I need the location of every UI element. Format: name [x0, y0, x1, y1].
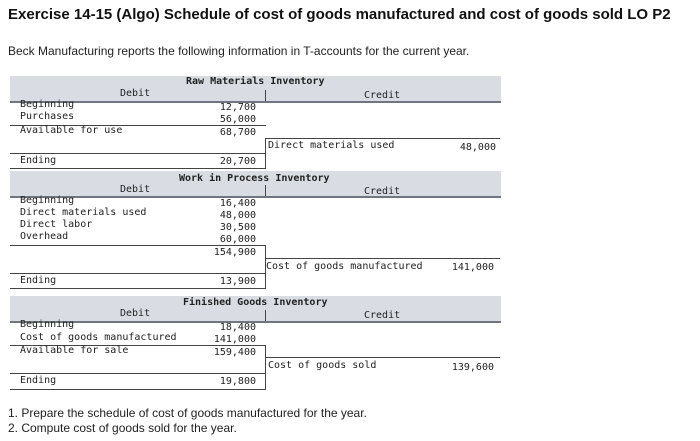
- debit-label: Debit: [120, 184, 151, 195]
- cogm-value: 141,000: [213, 334, 256, 345]
- available-label: Available for sale: [20, 345, 129, 356]
- beginning-label: Beginning: [20, 195, 75, 206]
- t-account-divider: [265, 90, 266, 101]
- double-rule: [10, 389, 266, 390]
- debit-label: Debit: [120, 88, 151, 99]
- ending-label: Ending: [20, 375, 57, 386]
- t-account-divider: [265, 273, 266, 289]
- overhead-value: 60,000: [219, 234, 256, 245]
- t-account-divider: [265, 310, 266, 321]
- debit-label: Debit: [120, 308, 151, 319]
- direct-materials-value: 48,000: [219, 210, 256, 221]
- credit-label: Credit: [364, 186, 401, 197]
- beginning-value: 18,400: [219, 322, 256, 333]
- total-value: 154,900: [213, 247, 256, 258]
- page-title: Exercise 14-15 (Algo) Schedule of cost of goods manufactured and cost of goods sold LO P2: [8, 6, 671, 23]
- cogm-label: Cost of goods manufactured: [20, 332, 177, 343]
- direct-materials-label: Direct materials used: [20, 207, 147, 218]
- available-value: 68,700: [219, 127, 256, 138]
- t-account-divider: [265, 258, 266, 274]
- beginning-label: Beginning: [20, 319, 75, 330]
- ending-label: Ending: [20, 155, 57, 166]
- credit-rule: [266, 138, 500, 139]
- beginning-label: Beginning: [20, 99, 75, 110]
- ending-label: Ending: [20, 275, 57, 286]
- t-account-divider: [265, 185, 266, 196]
- finished-goods-title: Finished Goods Inventory: [183, 297, 328, 308]
- question-1: 1. Prepare the schedule of cost of goods manufactured for the year.: [8, 406, 367, 420]
- credit-rule: [266, 258, 500, 259]
- credit-item-value: 48,000: [459, 142, 496, 153]
- ending-value: 20,700: [219, 156, 256, 167]
- double-rule: [10, 168, 266, 169]
- credit-item-value: 141,000: [451, 262, 494, 273]
- question-2: 2. Compute cost of goods sold for the year.: [8, 421, 237, 435]
- credit-item-value: 139,600: [451, 362, 494, 373]
- credit-rule: [266, 357, 500, 358]
- credit-item-label: Cost of goods sold: [268, 360, 377, 371]
- wip-title: Work in Process Inventory: [179, 173, 330, 184]
- double-rule: [10, 288, 266, 289]
- t-account-divider: [265, 153, 266, 169]
- t-account-divider: [265, 373, 266, 389]
- purchases-label: Purchases: [20, 111, 75, 122]
- t-account-divider: [265, 346, 266, 374]
- overhead-label: Overhead: [20, 231, 69, 242]
- ending-value: 13,900: [219, 276, 256, 287]
- purchases-value: 56,000: [219, 114, 256, 125]
- beginning-value: 12,700: [219, 102, 256, 113]
- credit-item-label: Direct materials used: [268, 140, 395, 151]
- direct-labor-label: Direct labor: [20, 219, 93, 230]
- available-label: Available for use: [20, 125, 123, 136]
- ending-rule: [10, 153, 266, 154]
- ending-rule: [10, 373, 266, 374]
- credit-label: Credit: [364, 310, 401, 321]
- intro-text: Beck Manufacturing reports the following information in T-accounts for the current year.: [8, 44, 470, 58]
- credit-item-label: Cost of goods manufactured: [266, 261, 423, 272]
- raw-materials-title: Raw Materials Inventory: [186, 76, 325, 87]
- beginning-value: 16,400: [219, 198, 256, 209]
- t-account-divider: [265, 138, 266, 154]
- subtotal-rule: [10, 245, 266, 246]
- ending-rule: [10, 273, 266, 274]
- direct-labor-value: 30,500: [219, 222, 256, 233]
- ending-value: 19,800: [219, 376, 256, 387]
- credit-label: Credit: [364, 90, 401, 101]
- available-value: 159,400: [213, 347, 256, 358]
